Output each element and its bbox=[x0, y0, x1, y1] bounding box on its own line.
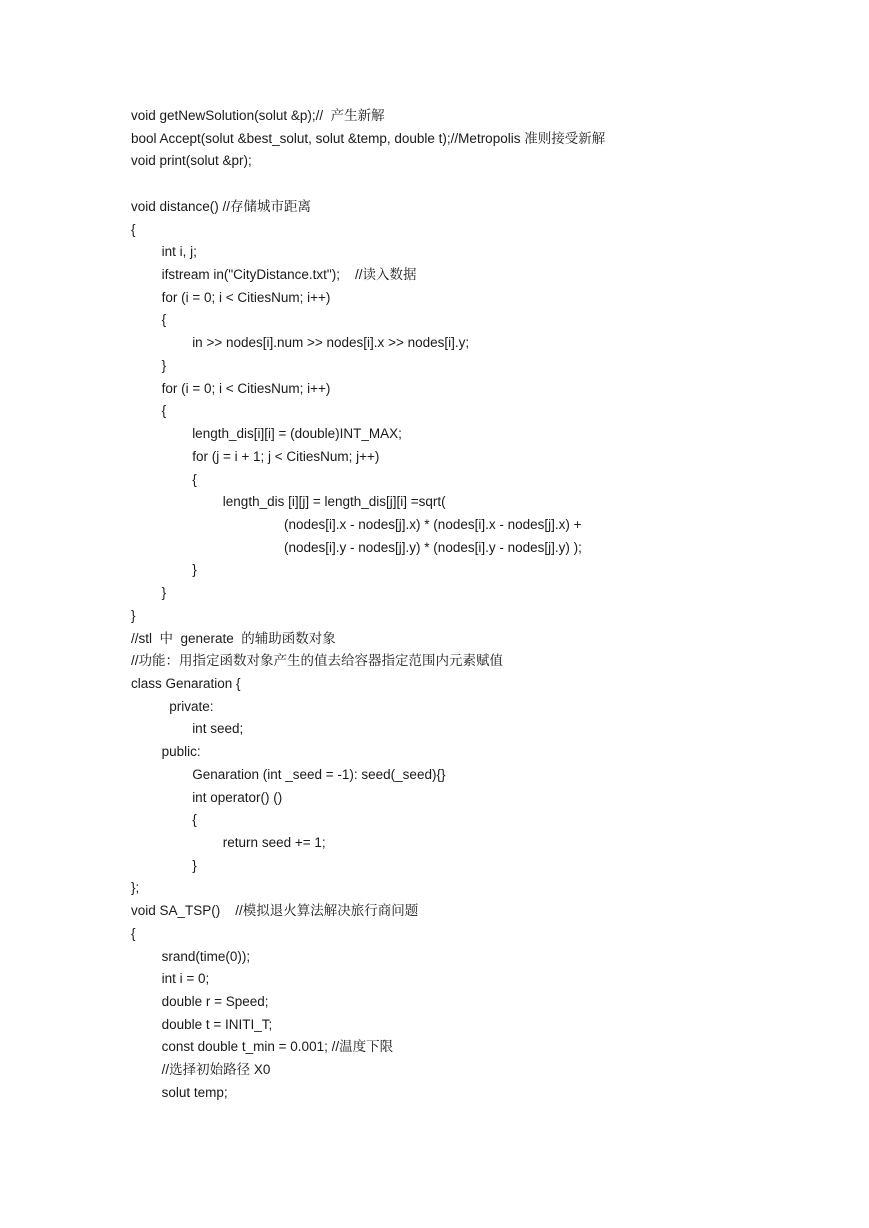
code-line bbox=[131, 173, 831, 196]
code-line: ifstream in("CityDistance.txt"); //读入数据 bbox=[161, 267, 417, 283]
code-line: }; bbox=[131, 880, 140, 896]
code-line: double r = Speed; bbox=[161, 994, 269, 1010]
code-line: void print(solut &pr); bbox=[131, 153, 252, 169]
code-line: } bbox=[192, 857, 197, 873]
code-line: const double t_min = 0.001; //温度下限 bbox=[161, 1039, 394, 1055]
code-line: void distance() //存储城市距离 bbox=[131, 198, 312, 214]
code-line: (nodes[i].x - nodes[j].x) * (nodes[i].x - nodes[j].x) + bbox=[284, 516, 582, 532]
code-line: for (j = i + 1; j < CitiesNum; j++) bbox=[192, 448, 380, 464]
code-line: return seed += 1; bbox=[222, 835, 326, 850]
code-line: void getNewSolution(solut &p);// 产生新解 bbox=[131, 108, 385, 123]
code-line: { bbox=[131, 221, 136, 237]
code-line: { bbox=[192, 471, 197, 487]
code-line: solut temp; bbox=[161, 1084, 228, 1100]
code-line: { bbox=[192, 812, 197, 828]
code-line: int operator() () bbox=[192, 789, 283, 805]
code-line: } bbox=[161, 585, 167, 601]
code-line: void SA_TSP() //模拟退火算法解决旅行商问题 bbox=[131, 903, 419, 919]
code-line: } bbox=[192, 562, 197, 578]
code-line: } bbox=[161, 357, 167, 373]
code-line: } bbox=[131, 607, 136, 623]
code-line: length_dis [i][j] = length_dis[j][i] =sqrt( bbox=[222, 494, 446, 510]
code-line: int seed; bbox=[192, 721, 244, 737]
code-line: Genaration (int _seed = -1): seed(_seed){} bbox=[192, 766, 446, 782]
code-line: (nodes[i].y - nodes[j].y) * (nodes[i].y - nodes[j].y) ); bbox=[284, 539, 582, 555]
code-line: int i, j; bbox=[161, 244, 197, 260]
code-line: class Genaration { bbox=[131, 675, 241, 691]
code-line: { bbox=[161, 312, 167, 328]
code-line: public: bbox=[161, 744, 201, 760]
code-line: //选择初始路径 X0 bbox=[161, 1062, 271, 1078]
code-line: in >> nodes[i].num >> nodes[i].x >> nodes[i].y; bbox=[192, 335, 470, 351]
code-listing bbox=[131, 105, 831, 1105]
code-line: srand(time(0)); bbox=[161, 948, 251, 964]
code-line: int i = 0; bbox=[161, 971, 210, 987]
code-line: double t = INITI_T; bbox=[161, 1016, 273, 1032]
code-line: length_dis[i][i] = (double)INT_MAX; bbox=[192, 426, 402, 442]
code-line: //stl 中 generate 的辅助函数对象 bbox=[131, 630, 336, 646]
code-line: { bbox=[131, 925, 136, 941]
code-line: { bbox=[161, 403, 167, 419]
code-line: //功能：用指定函数对象产生的值去给容器指定范围内元素赋值 bbox=[131, 653, 504, 669]
code-line: bool Accept(solut &best_solut, solut &temp, double t);//Metropolis 准则接受新解 bbox=[131, 130, 606, 146]
code-line: private: bbox=[169, 698, 214, 714]
code-line: for (i = 0; i < CitiesNum; i++) bbox=[161, 380, 331, 396]
code-line: for (i = 0; i < CitiesNum; i++) bbox=[161, 289, 331, 305]
